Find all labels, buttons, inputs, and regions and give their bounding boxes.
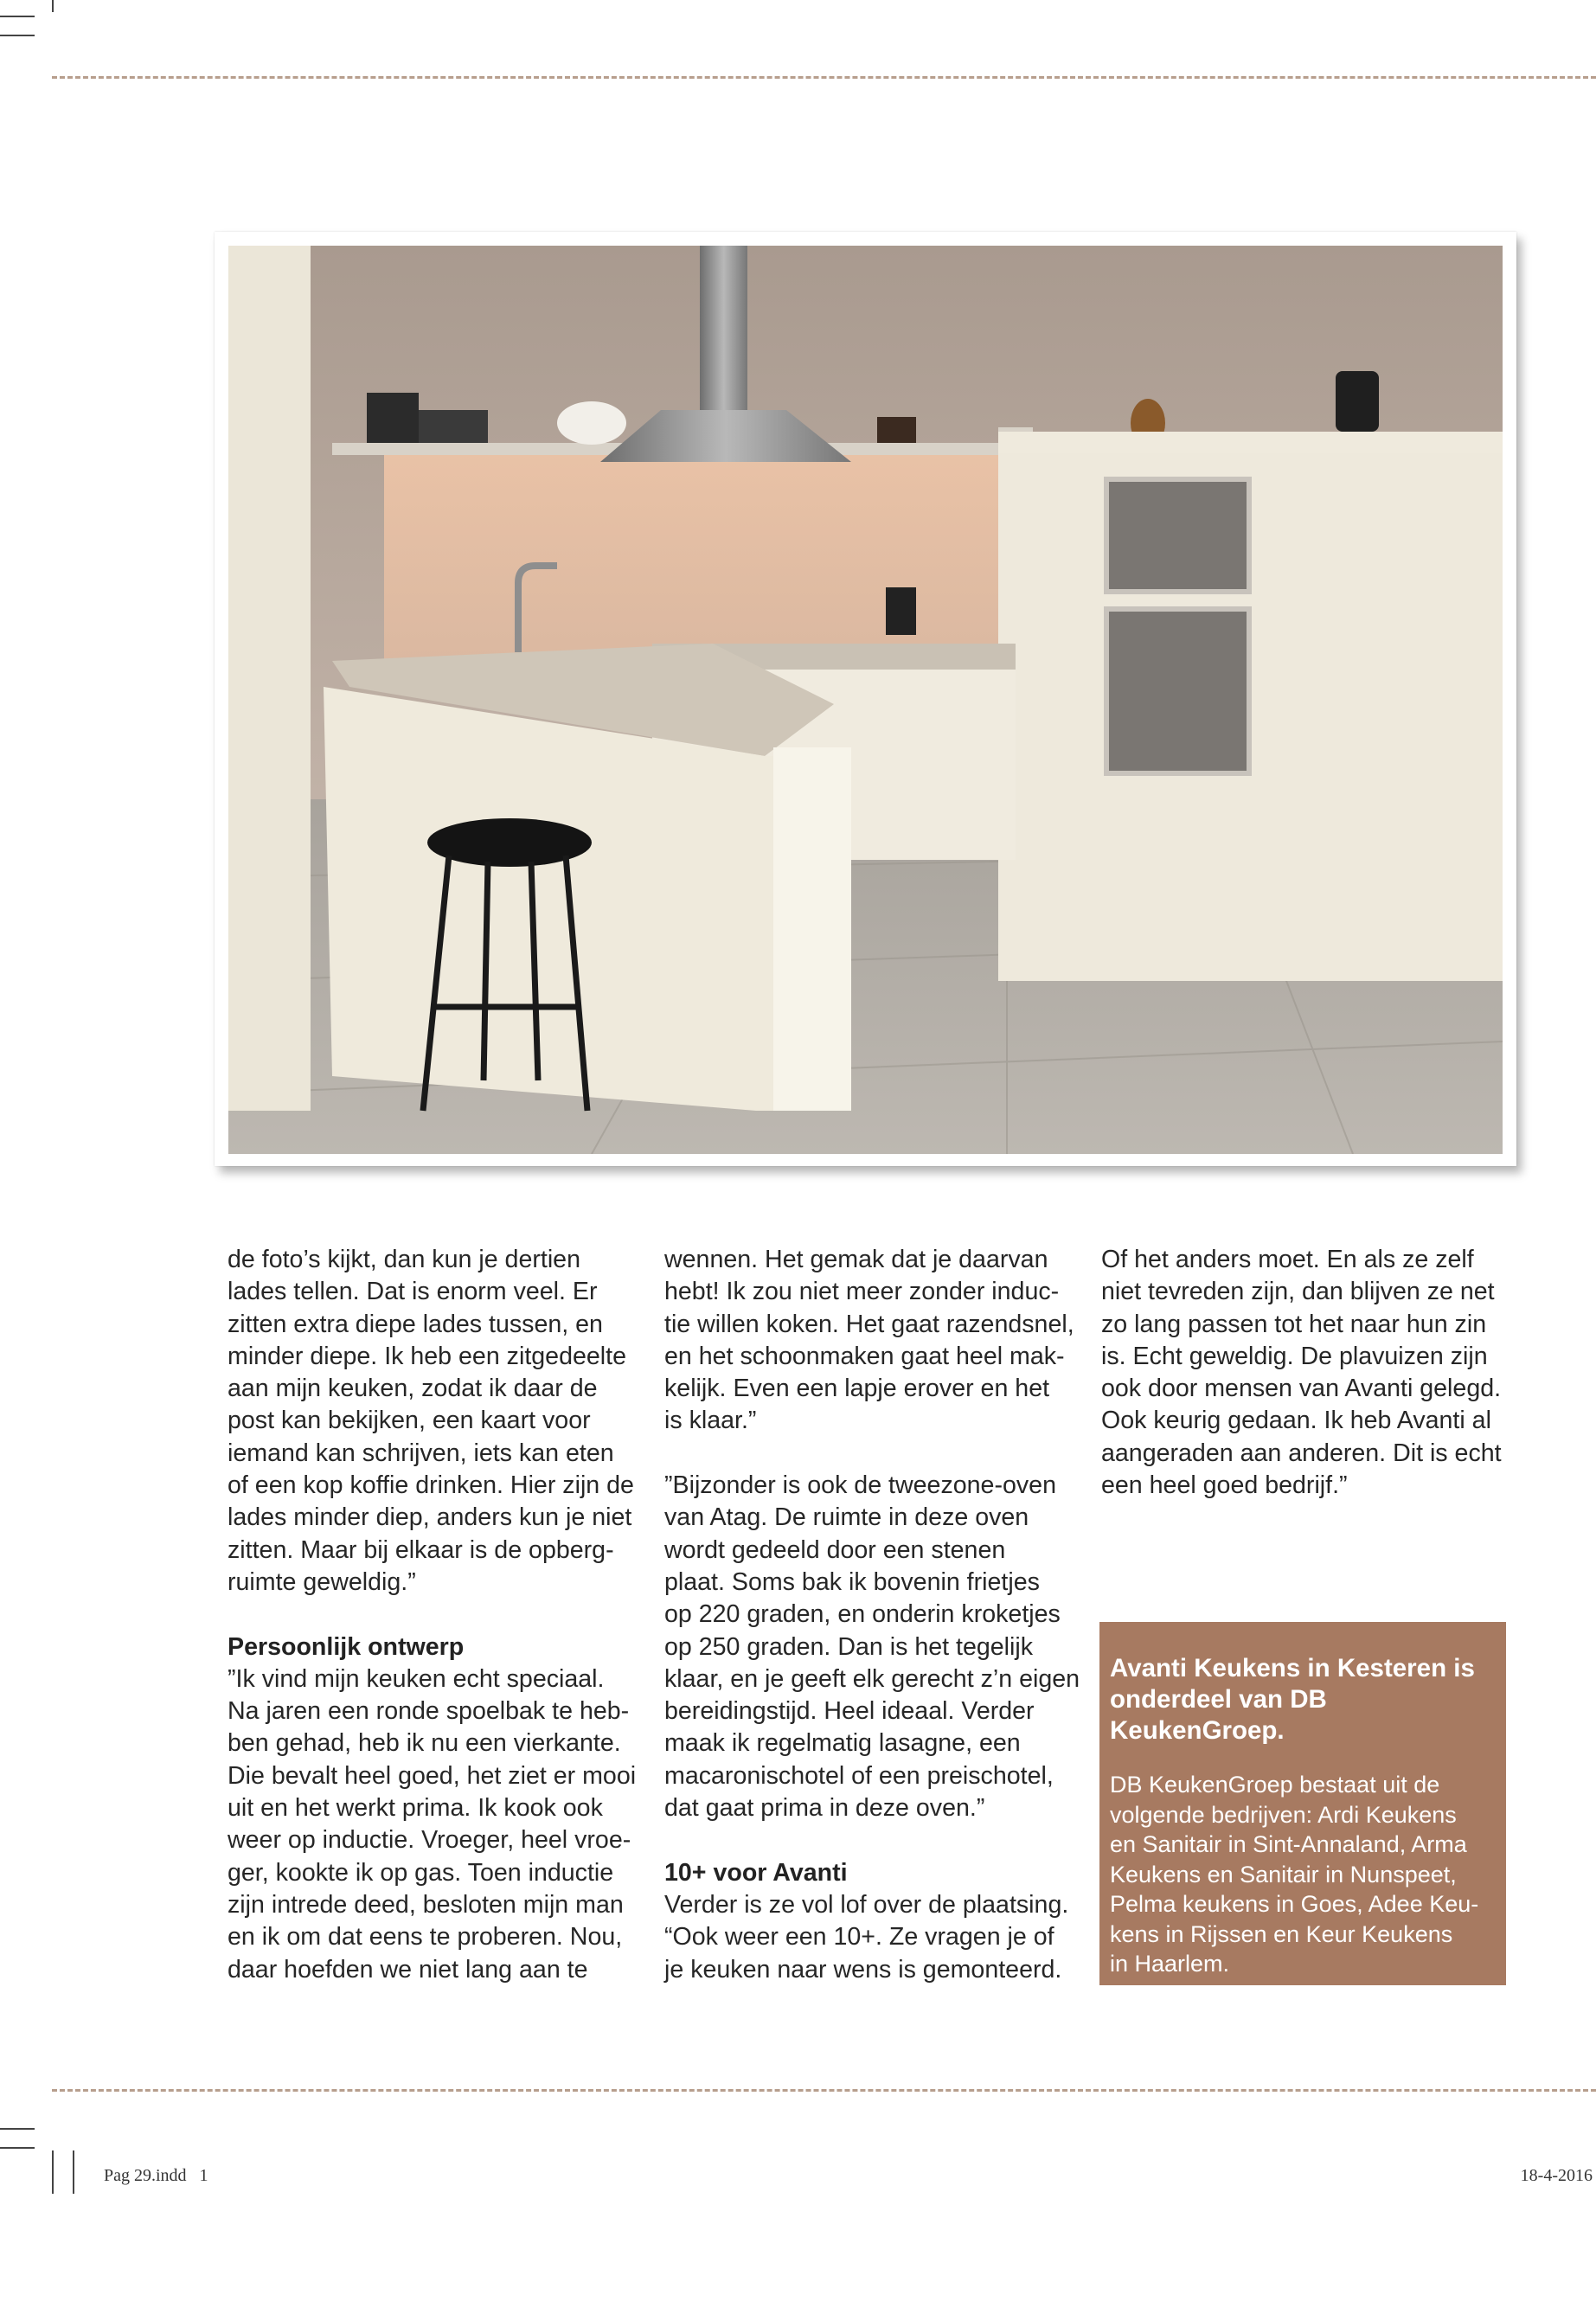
- crop-mark-bottom-left-v2: [73, 2150, 74, 2194]
- oven-bottom: [1106, 609, 1249, 773]
- kitchen-illustration: [228, 246, 1503, 1154]
- col2-paragraph-3: Verder is ze vol lof over de plaatsing. “Ook weer een 10+. Ze vragen je of je keuken naar wens is gemonteerd.: [664, 1890, 1069, 1984]
- cooker-hood-chimney: [700, 246, 747, 410]
- crop-mark-bottom-left-v1: [52, 2150, 54, 2194]
- subheading-10-voor-avanti: 10+ voor Avanti: [664, 1858, 848, 1887]
- crop-mark-top-left-v: [52, 0, 54, 12]
- crop-mark-top-left-h2: [0, 35, 35, 36]
- article-column-3: [1101, 1244, 1525, 1502]
- col2-paragraph-2: ”Bijzonder is ook de tweezone-oven van Atag. De ruimte in deze oven wordt gedeeld door een stenen plaat. Soms bak ik bovenin frietjes op 220 graden, en onderin kroketjes op 250 graden. Dan is het tegelijk klaar, en je geeft elk gerecht z’n eigen bereidingstijd. Heel ideaal. Verder maak ik regelmatig lasagne, een macaronischotel of een preischotel, dat gaat prima in deze oven.”: [664, 1471, 1080, 1823]
- crop-mark-top-left-h1: [0, 16, 35, 17]
- crop-mark-bottom-left-h1: [0, 2128, 35, 2130]
- article-column-1: [228, 1244, 651, 1986]
- kitchen-photo: [215, 232, 1516, 1166]
- top-dashed-rule: [52, 76, 1596, 79]
- article-column-2: [664, 1244, 1088, 1986]
- peninsula-end: [773, 747, 851, 1111]
- company-info-box: [1099, 1622, 1506, 1985]
- coffee-machine: [886, 587, 916, 635]
- col1-paragraph-1: de foto’s kijkt, dan kun je dertien lades tellen. Dat is enorm veel. Er zitten extra diepe lades tussen, en minder diepe. Ik heb een zitgedeelte aan mijn keuken, zodat ik daar de post kan bekijken, een kaart voor iemand kan schrijven, iets kan eten of een kop koffie drinken. Hier zijn de lades minder diep, anders kun je niet zitten. Maar bij elkaar is de opberg- ruimte geweldig.”: [228, 1246, 634, 1596]
- info-box-title: Avanti Keukens in Kesteren is onderdeel van DB KeukenGroep.: [1110, 1654, 1475, 1745]
- slug-filename: Pag 29.indd 1: [104, 2166, 208, 2185]
- tall-cabinet-left: [228, 246, 311, 1111]
- col2-paragraph-1: wennen. Het gemak dat je daarvan hebt! Ik zou niet meer zonder induc- tie willen koken. Het gaat razendsnel, en het schoonmaken gaat heel mak- kelijk. Even een lapje erover en het is klaar.”: [664, 1246, 1074, 1435]
- subheading-persoonlijk-ontwerp: Persoonlijk ontwerp: [228, 1632, 465, 1661]
- slug-date: 18-4-2016: [1520, 2166, 1593, 2185]
- oven-top: [1106, 479, 1249, 592]
- col1-paragraph-2: ”Ik vind mijn keuken echt speciaal. Na jaren een ronde spoelbak te heb- ben gehad, heb ik nu een vierkante. Die bevalt heel goed, het ziet er mooi uit en het werkt prima. Ik kook ook weer op inductie. Vroeger, heel vroe- ger, kookte ik op gas. Toen inductie zijn intrede deed, besloten mijn man en ik om dat eens te proberen. Nou, daar hoefden we niet lang aan te: [228, 1664, 637, 1984]
- bottom-dashed-rule: [52, 2089, 1596, 2092]
- col3-paragraph-1: Of het anders moet. En als ze zelf niet tevreden zijn, dan blijven ze net zo lang passen tot het naar hun zin is. Echt geweldig. De plavuizen zijn ook door mensen van Avanti gelegd. Ook keurig gedaan. Ik heb Avanti al aangeraden aan anderen. Dit is echt een heel goed bedrijf.”: [1101, 1246, 1502, 1500]
- info-box-body: DB KeukenGroep bestaat uit de volgende bedrijven: Ardi Keukens en Sanitair in Sint-Annaland, Arma Keukens en Sanitair in Nunspeet, Pelma keukens in Goes, Adee Keu- kens in Rijssen en Keur Keukens in Haarlem.: [1110, 1772, 1479, 1977]
- crop-mark-bottom-left-h2: [0, 2147, 35, 2149]
